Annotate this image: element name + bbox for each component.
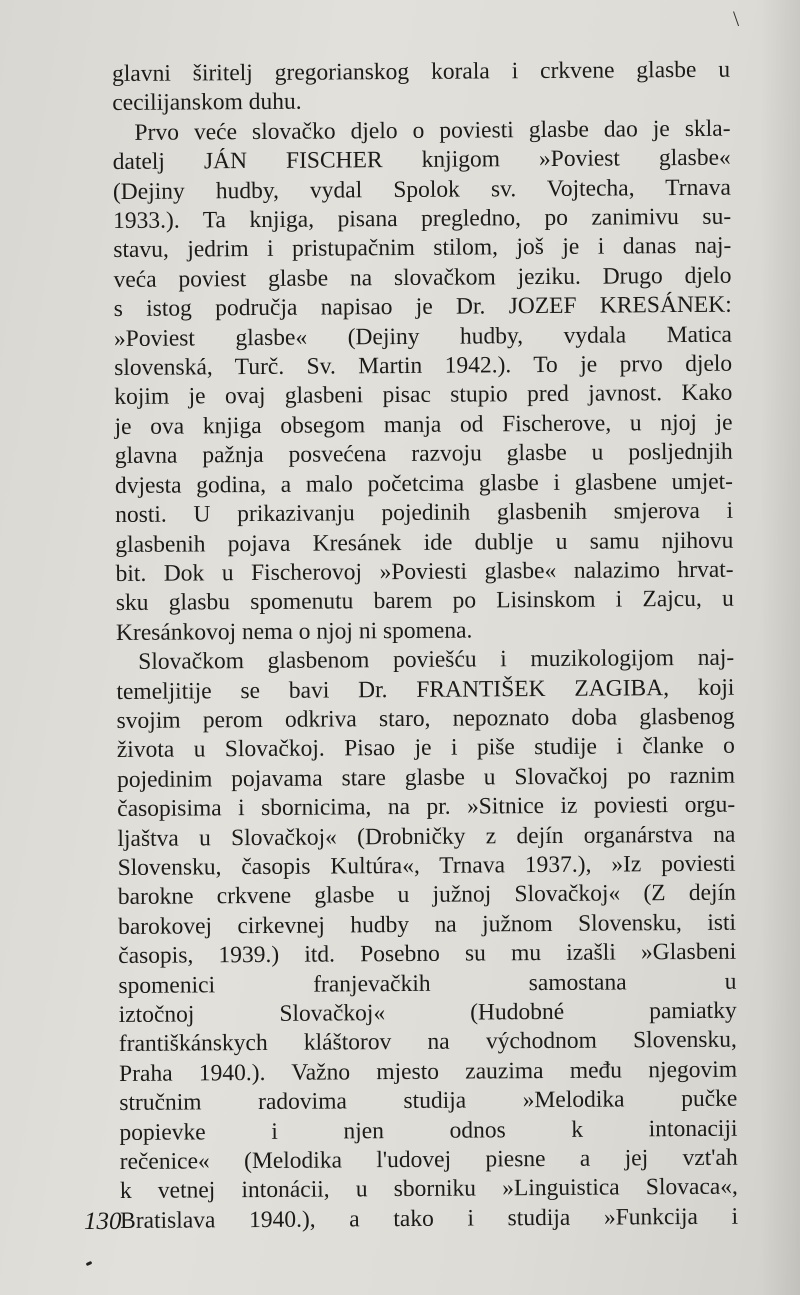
text-line: Bratislava 1940.), a tako i studija »Funkcija i [120, 1203, 739, 1234]
text-line: »Poviest glasbe« (Dejiny hudby, vydala Matica [113, 321, 733, 352]
body-text [112, 56, 738, 1237]
text-line: pojedinim pojavama stare glasbe u Slovačkoj po raznim [116, 762, 736, 793]
text-line: k vetnej intonácii, u sborniku »Linguistica Slovaca«, [119, 1174, 738, 1205]
text-line: barokne crkvene glasbe u južnoj Slovačkoj« (Z dejín [117, 880, 736, 911]
text-line: života u Slovačkoj. Pisao je i piše studije i članke o [116, 733, 735, 764]
page-edge-shadow [760, 0, 800, 1295]
text-line: iztočnoj Slovačkoj« (Hudobné pamiatky [118, 997, 737, 1028]
text-line: rečenice« (Melodika l'udovej piesne a jej vzt'ah [119, 1144, 738, 1176]
text-line: Kresánkovoj nema o njoj ni spomena. [115, 617, 473, 646]
text-line: s istog područja napisao je Dr. JOZEF KRESÁNEK: [113, 291, 732, 323]
text-line: temeljitije se bavi Dr. FRANTIŠEK ZAGIBA, koji [116, 674, 735, 705]
text-line: popievke i njen odnos k intonaciji [119, 1115, 738, 1146]
text-line: Slovačkom glasbenom poviešću i muzikologijom naj- [138, 644, 735, 675]
text-line: Slovensku, časopis Kultúra«, Trnava 1937.), »Iz poviesti [117, 850, 736, 881]
text-line: časopis, 1939.) itd. Posebno su mu izašli »Glasbeni [118, 938, 737, 970]
text-line: františkánskych kláštorov na východnom Slovensku, [118, 1027, 737, 1058]
corner-mark: \ [733, 6, 740, 31]
text-line: stručnim radovima studija »Melodika pučke [119, 1085, 738, 1117]
text-line: bit. Dok u Fischerovoj »Poviesti glasbe« nalazimo hrvat- [115, 556, 734, 587]
text-line: glavna pažnja posvećena razvoju glasbe u posljednjih [114, 438, 733, 470]
text-line: svojim perom odkriva staro, nepoznato doba glasbenog [116, 703, 735, 734]
text-line: barokovej cirkevnej hudby na južnom Slovensku, isti [117, 909, 737, 940]
text-line: Praha 1940.). Važno mjesto zauzima među njegovim [118, 1056, 738, 1087]
text-line: veća poviest glasbe na slovačkom jeziku. Drugo djelo [113, 262, 732, 293]
text-line: je ova knjiga obsegom manja od Fischerove, u njoj je [114, 409, 733, 440]
text-line: dvjesta godina, a malo početcima glasbe i glasbene umjet- [114, 468, 734, 499]
text-line: časopisima i sbornicima, na pr. »Sitnice iz poviesti orgu- [117, 791, 736, 823]
text-line: Prvo veće slovačko djelo o poviesti glasbe dao je skla- [134, 115, 731, 146]
text-line: glavni širitelj gregorianskog korala i crkvene glasbe u [112, 56, 731, 87]
ink-speck [86, 1261, 93, 1266]
text-line: ljaštva u Slovačkoj« (Drobničky z dejín organárstva na [117, 821, 736, 852]
text-line: glasbenih pojava Kresánek ide dublje u samu njihovu [115, 527, 734, 558]
page-number: 130 [84, 1208, 122, 1235]
text-line: stavu, jedrim i pristupačnim stilom, još je i danas naj- [113, 233, 732, 264]
text-line: spomenici franjevačkih samostana u [118, 968, 737, 999]
text-line: kojim je ovaj glasbeni pisac stupio pred javnost. Kako [114, 380, 733, 411]
text-line: datelj JÁN FISCHER knjigom »Poviest glasbe« [112, 144, 731, 176]
text-line: 1933.). Ta knjiga, pisana pregledno, po zanimivu su- [113, 203, 732, 235]
text-line: (Dejiny hudby, vydal Spolok sv. Vojtecha, Trnava [112, 174, 731, 205]
text-line: cecilijanskom duhu. [112, 89, 302, 117]
text-line: nosti. U prikazivanju pojedinih glasbenih smjerova i [115, 497, 734, 529]
text-line: slovenská, Turč. Sv. Martin 1942.). To je prvo djelo [114, 350, 733, 382]
text-line: sku glasbu spomenutu barem po Lisinskom i Zajcu, u [115, 585, 734, 617]
